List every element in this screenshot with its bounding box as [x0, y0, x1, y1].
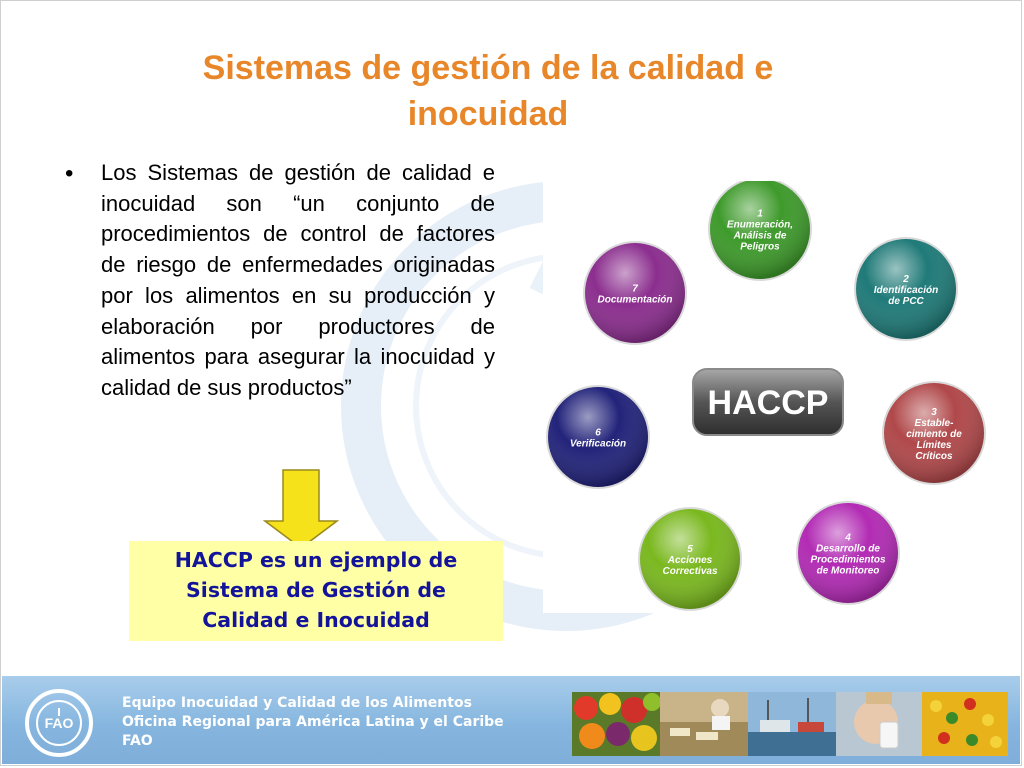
haccp-step-label: Desarrollo de	[816, 543, 880, 555]
haccp-step-2	[854, 237, 958, 341]
haccp-step-label: de PCC	[888, 296, 924, 307]
callout-box	[129, 541, 503, 641]
haccp-step-label: Documentación	[597, 294, 673, 306]
haccp-step-4	[796, 501, 900, 605]
food-processing-photo	[660, 692, 748, 756]
haccp-step-label: 2	[903, 274, 909, 285]
haccp-step-3	[882, 381, 986, 485]
haccp-step-5	[638, 507, 742, 611]
haccp-step-label: 3	[931, 407, 937, 418]
callout-line: Sistema de Gestión de	[186, 578, 446, 602]
haccp-center-label: HACCP	[707, 384, 829, 422]
down-arrow-icon	[263, 469, 339, 549]
bullet-text: Los Sistemas de gestión de calidad e inocuidad son “un conjunto de procedimientos de control de factores de riesgo de enfermedades originadas por los alimentos en su producción y elaboración por productores de alimentos para asegurar la inocuidad y calidad de sus productos”	[101, 160, 495, 400]
haccp-step-label: Procedimientos	[810, 554, 886, 566]
haccp-step-label: Peligros	[740, 241, 780, 253]
haccp-step-6	[546, 385, 650, 489]
haccp-center	[693, 369, 843, 435]
haccp-step-label: Estable-	[914, 418, 954, 429]
harbor-photo	[748, 692, 836, 756]
haccp-step-label: de Monitoreo	[816, 565, 880, 577]
corn-peppers-photo	[922, 692, 1008, 756]
haccp-step-label: 7	[632, 283, 638, 295]
child-drinking-photo	[836, 692, 922, 756]
haccp-step-label: 4	[845, 532, 851, 544]
photo-strip	[572, 692, 1008, 756]
callout-line: HACCP es un ejemplo de	[174, 548, 458, 572]
haccp-step-label: Análisis de	[733, 230, 787, 242]
haccp-step-label: Verificación	[569, 438, 627, 450]
fao-logo-icon	[24, 688, 94, 758]
haccp-step-label: 1	[757, 208, 763, 220]
footer-line: Oficina Regional para América Latina y el Caribe	[122, 714, 504, 730]
callout-line: Calidad e Inocuidad	[202, 608, 430, 632]
haccp-step-label: cimiento de	[906, 429, 962, 440]
footer-line: Equipo Inocuidad y Calidad de los Alimentos	[122, 695, 472, 711]
fruit-photo	[572, 692, 660, 756]
haccp-step-1	[708, 181, 812, 281]
haccp-step-label: Acciones	[667, 555, 713, 566]
haccp-step-7	[583, 241, 687, 345]
haccp-step-label: Correctivas	[662, 566, 718, 577]
bullet-symbol: •	[65, 160, 74, 187]
haccp-step-label: Límites	[916, 440, 952, 451]
haccp-diagram	[543, 181, 991, 613]
haccp-step-label: Críticos	[915, 451, 953, 462]
footer-line: FAO	[122, 733, 153, 749]
haccp-step-label: Enumeración,	[726, 219, 794, 231]
footer-band	[2, 676, 1020, 764]
fao-logo-letters: FAO	[44, 715, 74, 731]
haccp-step-label: Identificación	[873, 285, 939, 296]
haccp-step-label: 6	[595, 427, 601, 439]
slide-title: Sistemas de gestión de la calidad e inocuidad	[202, 49, 774, 133]
footer-text	[122, 694, 504, 751]
haccp-step-label: 5	[687, 544, 693, 555]
